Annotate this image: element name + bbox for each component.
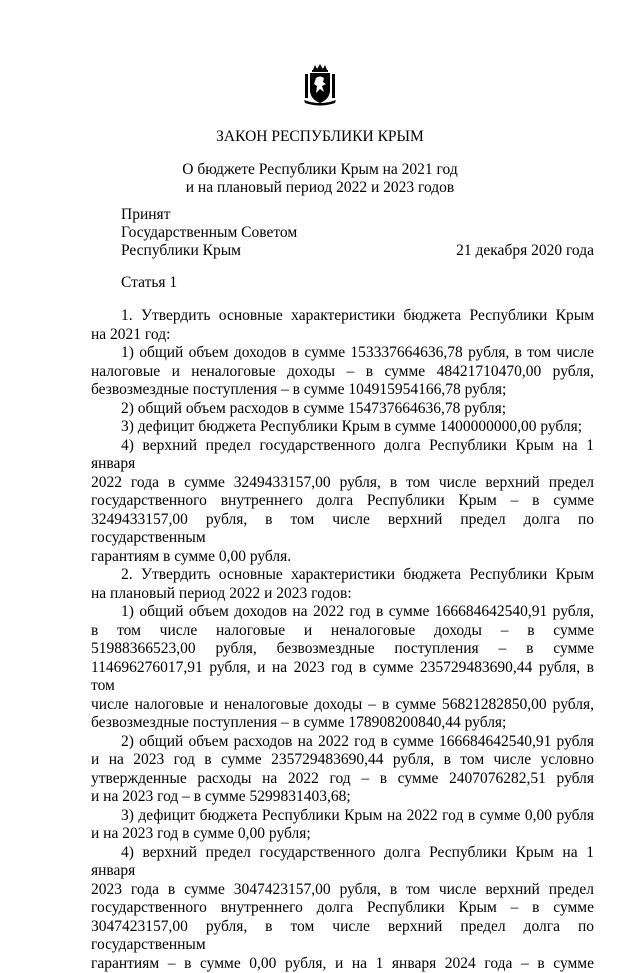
- law-subtitle: [0, 161, 640, 197]
- accepted-label: Принят: [121, 206, 594, 224]
- accepted-by: Государственным Советом: [121, 224, 594, 242]
- paragraph-line: 2) общий объем расходов на 2022 год в сумме 166684642540,91 рубля: [91, 733, 594, 752]
- paragraph-line: 3) дефицит бюджета Республики Крым в сумме 1400000000,00 рубля;: [91, 418, 594, 437]
- paragraph-line: безвозмездные поступления – в сумме 104915954166,78 рубля;: [91, 381, 594, 400]
- paragraph-line: утвержденные расходы на 2022 год – в сумме 2407076282,51 рубля: [91, 770, 594, 789]
- paragraph-line: 4) верхний предел государственного долга Республики Крым на 1 января: [91, 844, 594, 881]
- accepted-row: [121, 242, 594, 260]
- law-body: [91, 307, 594, 973]
- paragraph-line: 3) дефицит бюджета Республики Крым на 2022 год в сумме 0,00 рубля: [91, 807, 594, 826]
- paragraph-line: налоговые и неналоговые доходы – в сумме 48421710470,00 рубля,: [91, 363, 594, 382]
- accepted-body: Республики Крым: [121, 242, 241, 260]
- paragraph-line: на плановый период 2022 и 2023 годов:: [91, 585, 594, 604]
- law-title: ЗАКОН РЕСПУБЛИКИ КРЫМ: [0, 128, 640, 146]
- crimea-coat-of-arms-icon: [302, 64, 338, 106]
- paragraph-line: 1) общий объем доходов в сумме 153337664636,78 рубля, в том числе: [91, 344, 594, 363]
- paragraph-line: 3249433157,00 рубля, в том числе верхний предел долга по государственным: [91, 511, 594, 548]
- article-heading: Статья 1: [121, 274, 177, 292]
- paragraph-line: 4) верхний предел государственного долга Республики Крым на 1 января: [91, 437, 594, 474]
- paragraph-line: гарантиям в сумме 0,00 рубля.: [91, 548, 594, 567]
- paragraph-line: 1) общий объем доходов на 2022 год в сумме 166684642540,91 рубля,: [91, 603, 594, 622]
- paragraph-line: 2022 года в сумме 3249433157,00 рубля, в том числе верхний предел: [91, 474, 594, 493]
- paragraph-line: государственного внутреннего долга Республики Крым – в сумме: [91, 492, 594, 511]
- paragraph-line: 114696276017,91 рубля, и на 2023 год в сумме 235729483690,44 рубля, в том: [91, 659, 594, 696]
- paragraph-line: 51988366523,00 рубля, безвозмездные поступления – в сумме: [91, 640, 594, 659]
- acceptance-block: [121, 206, 594, 260]
- paragraph-line: 2) общий объем расходов в сумме 154737664636,78 рубля;: [91, 400, 594, 419]
- paragraph-line: и на 2023 год в сумме 235729483690,44 рубля, в том числе условно: [91, 751, 594, 770]
- acceptance-date: 21 декабря 2020 года: [456, 242, 594, 260]
- paragraph-line: и на 2023 год – в сумме 5299831403,68;: [91, 788, 594, 807]
- paragraph-line: на 2021 год:: [91, 326, 594, 345]
- paragraph-line: 2. Утвердить основные характеристики бюджета Республики Крым: [91, 566, 594, 585]
- paragraph-line: 1. Утвердить основные характеристики бюджета Республики Крым: [91, 307, 594, 326]
- paragraph-line: гарантиям – в сумме 0,00 рубля, и на 1 января 2024 года – в сумме: [91, 955, 594, 973]
- paragraph-line: безвозмездные поступления – в сумме 178908200840,44 рубля;: [91, 714, 594, 733]
- paragraph-line: и на 2023 год в сумме 0,00 рубля;: [91, 825, 594, 844]
- subtitle-line: и на плановый период 2022 и 2023 годов: [0, 179, 640, 197]
- subtitle-line: О бюджете Республики Крым на 2021 год: [0, 161, 640, 179]
- paragraph-line: в том числе налоговые и неналоговые доходы – в сумме: [91, 622, 594, 641]
- paragraph-line: государственного внутреннего долга Республики Крым – в сумме: [91, 899, 594, 918]
- paragraph-line: 2023 года в сумме 3047423157,00 рубля, в том числе верхний предел: [91, 881, 594, 900]
- paragraph-line: числе налоговые и неналоговые доходы – в сумме 56821282850,00 рубля,: [91, 696, 594, 715]
- paragraph-line: 3047423157,00 рубля, в том числе верхний предел долга по государственным: [91, 918, 594, 955]
